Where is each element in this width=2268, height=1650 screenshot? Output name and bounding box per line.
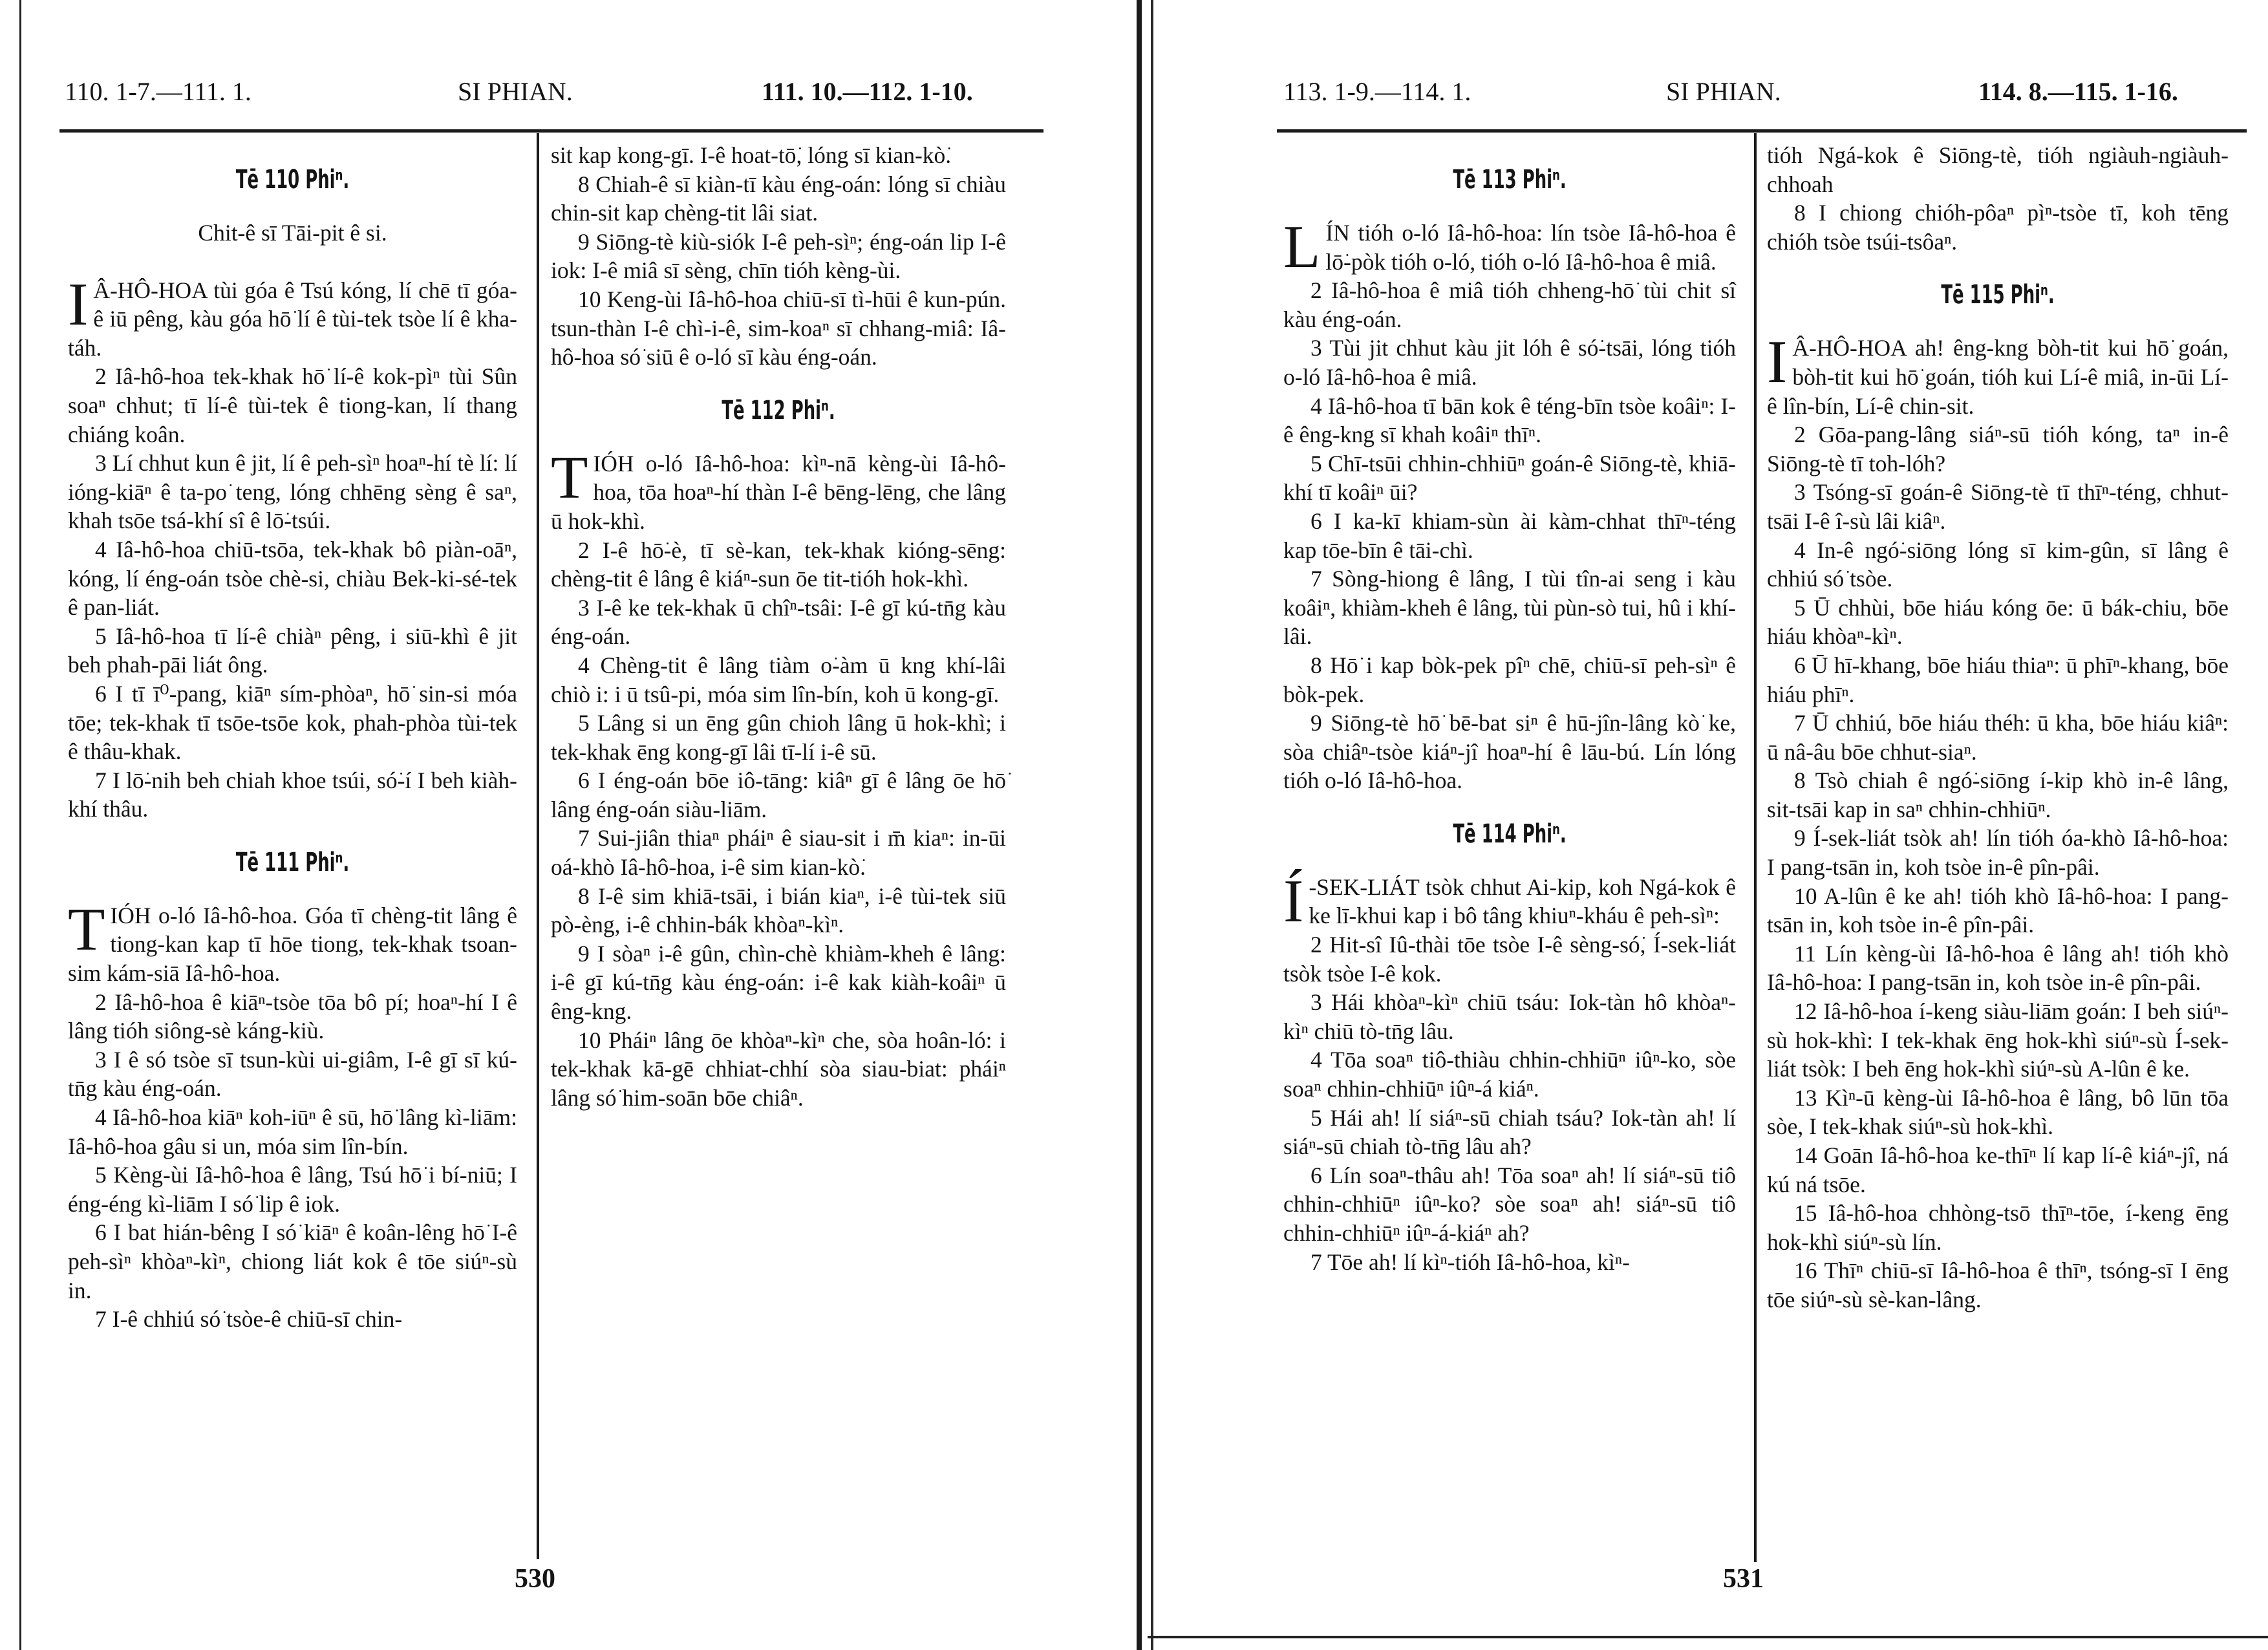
verse: 8 I chiong chióh-pôaⁿ pìⁿ-tsòe tī, koh tēng chióh tsòe tsúi-tsôaⁿ. <box>1767 200 2229 255</box>
header-rule <box>59 129 1043 133</box>
verse-text: ÍN tióh o-ló Iâ-hô-hoa: lín tsòe Iâ-hô-hoa ê lō͘-pòk tióh o-ló, tióh o-ló Iâ-hô-hoa ê miâ. <box>1325 220 1736 275</box>
verse: 2 Hit-sî Iû-thài tōe tsòe I-ê sèng-só͘, Í-sek-liát tsòk tsòe I-ê kok. <box>1283 932 1736 987</box>
chapter-heading: Tē 115 Phiⁿ. <box>1941 280 2055 310</box>
verse: 2 Iâ-hô-hoa ê kiāⁿ-tsòe tōa bô pí; hoaⁿ-hí I ê lâng tióh siông-sè káng-kiù. <box>68 989 517 1044</box>
chapter-heading: Tē 111 Phiⁿ. <box>235 847 350 877</box>
verse: 4 In-ê ngó͘-siōng lóng sī kim-gûn, sī lâng ê chhiú só͘ tsòe. <box>1767 537 2229 592</box>
verse: 11 Lín kèng-ùi Iâ-hô-hoa ê lâng ah! tióh khò Iâ-hô-hoa: I pang-tsān in, koh tsòe in-ê pîn-pâi. <box>1767 940 2229 996</box>
verse: 16 Thīⁿ chiū-sī Iâ-hô-hoa ê thīⁿ, tsóng-sī I ēng tōe siúⁿ-sù sè-kan-lâng. <box>1767 1258 2229 1312</box>
verse: 8 Hō͘ i kap bòk-pek pîⁿ chē, chiū-sī peh-sìⁿ ê bòk-pek. <box>1283 652 1736 707</box>
running-header <box>1283 76 2234 115</box>
verse: 14 Goān Iâ-hô-hoa ke-thīⁿ lí kap lí-ê kiáⁿ-jî, ná kú ná tsōe. <box>1767 1142 2229 1197</box>
verse: 2 I-ê hō͘-è, tī sè-kan, tek-khak kióng-sēng: chèng-tit ê lâng ê kiáⁿ-sun ōe tit-tióh hok-khì. <box>551 537 1006 592</box>
verse: 6 I bat hián-bêng I só͘ kiāⁿ ê koân-lêng hō͘ I-ê peh-sìⁿ khòaⁿ-kìⁿ, chiong liát kok ê tōe siúⁿ-sù in. <box>68 1219 517 1303</box>
verse: 3 I-ê ke tek-khak ū chîⁿ-tsâi: I-ê gī kú-tn̄g kàu éng-oán. <box>551 594 1006 650</box>
verse: 5 Hái ah! lí siáⁿ-sū chiah tsáu? Iok-tàn ah! lí siáⁿ-sū chiah tò-tn̄g lâu ah? <box>1283 1104 1736 1160</box>
header-title: SI PHIAN. <box>1666 77 1781 106</box>
verse: 7 I lō͘-nih beh chiah khoe tsúi, só͘-í I beh kiàh-khí thâu. <box>68 767 517 822</box>
spine-line <box>1137 0 1142 1650</box>
verse-continuation: tióh Ngá-kok ê Siōng-tè, tióh ngiàuh-ngiàuh-chhoah <box>1767 142 2229 197</box>
verse: 3 Tùi jit chhut kàu jit lóh ê só͘-tsāi, lóng tióh o-ló Iâ-hô-hoa ê miâ. <box>1283 335 1736 390</box>
header-right-ref: 114. 8.—115. 1-16. <box>1978 77 2178 106</box>
drop-cap: I <box>1767 328 1788 396</box>
verse-text: Â-HÔ-HOA ah! êng-kng bòh-tit kui hō͘ goán, bòh-tit kui hō͘ goán, tióh kui Lí-ê miâ, in-ūi Lí-ê lîn-bín, Lí-ê chin-sit. <box>1767 335 2229 419</box>
verse: 8 Tsò chiah ê ngó͘-siōng í-kip khò in-ê lâng, sit-tsāi kap in saⁿ chhin-chhiūⁿ. <box>1767 767 2229 822</box>
verse: 6 I éng-oán bōe iô-tāng: kiâⁿ gī ê lâng ōe hō͘ lâng éng-oán siàu-liām. <box>551 767 1006 822</box>
chapter-heading: Tē 110 Phiⁿ. <box>235 165 350 195</box>
drop-cap: L <box>1283 213 1321 281</box>
chapter-heading: Tē 112 Phiⁿ. <box>722 395 835 425</box>
verse: 6 Ū hī-khang, bōe hiáu thiaⁿ: ū phīⁿ-khang, bōe hiáu phīⁿ. <box>1767 652 2229 707</box>
verse: 6 I ka-kī khiam-sùn ài kàm-chhat thīⁿ-téng kap tōe-bīn ê tāi-chì. <box>1283 508 1736 563</box>
verse: 5 Kèng-ùi Iâ-hô-hoa ê lâng, Tsú hō͘ i bí-niū; I éng-éng kì-liām I só͘ lip ê iok. <box>68 1162 517 1217</box>
verse: 3 Hái khòaⁿ-kìⁿ chiū tsáu: Iok-tàn hô khòaⁿ-kìⁿ chiū tò-tn̄g lâu. <box>1283 989 1736 1044</box>
verse: 9 Siōng-tè kiù-siók I-ê peh-sìⁿ; éng-oán lip I-ê iok: I-ê miâ sī sèng, chīn tióh kèng-ùi. <box>551 228 1006 284</box>
verse: 10 A-lûn ê ke ah! tióh khò Iâ-hô-hoa: I pang-tsān in, koh tsòe in-ê pîn-pâi. <box>1767 883 2229 938</box>
verse: 4 Tōa soaⁿ tiô-thiàu chhin-chhiūⁿ iûⁿ-ko, sòe soaⁿ chhin-chhiūⁿ iûⁿ-á kiáⁿ. <box>1283 1047 1736 1102</box>
verse: 2 Gōa-pang-lâng siáⁿ-sū tióh kóng, taⁿ in-ê Siōng-tè tī toh-lóh? <box>1767 422 2229 477</box>
verse: 8 Chiah-ê sī kiàn-tī kàu éng-oán: lóng sī chiàu chin-sit kap chèng-tit lâi siat. <box>551 171 1006 226</box>
verse: 7 Ū chhiú, bōe hiáu théh: ū kha, bōe hiáu kiâⁿ: ū nâ-âu bōe chhut-siaⁿ. <box>1767 710 2229 765</box>
verse: 4 Iâ-hô-hoa chiū-tsōa, tek-khak bô piàn-oāⁿ, kóng, lí éng-oán tsòe chè-si, chiàu Bek-ki-sé-tek ê pan-liát. <box>68 536 517 621</box>
verse: 5 Ū chhùi, bōe hiáu kóng ōe: ū bák-chiu, bōe hiáu khòaⁿ-kìⁿ. <box>1767 594 2229 650</box>
verse: 2 Iâ-hô-hoa tek-khak hō͘ lí-ê kok-pìⁿ tùi Sûn soaⁿ chhut; tī lí-ê tùi-tek ê tiong-kan, lí thang chiáng koân. <box>68 363 517 447</box>
drop-cap: T <box>551 444 588 511</box>
verse-1 <box>1767 328 2229 420</box>
header-left-ref: 113. 1-9.—114. 1. <box>1283 77 1471 106</box>
verse-1 <box>68 270 517 363</box>
column-separator <box>1754 133 1757 1562</box>
verse: 4 Chèng-tit ê lâng tiàm o͘-àm ū kng khí-lâi chiò i: i ū tsû-pi, móa sim lîn-bín, koh ū kong-gī. <box>551 652 1006 707</box>
verse: 8 I-ê sim khiā-tsāi, i bián kiaⁿ, i-ê tùi-tek siū pò-èng, i-ê chhin-bák khòaⁿ-kìⁿ. <box>551 883 1006 938</box>
verse: 9 Siōng-tè hō͘ bē-bat siⁿ ê hū-jîn-lâng kò͘ ke, sòa chiâⁿ-tsòe kiáⁿ-jî hoaⁿ-hí ê lāu-bú. Lín lóng tióh o-ló Iâ-hô-hoa. <box>1283 710 1736 794</box>
verse: 6 I tī ī⁰-pang, kiāⁿ sím-phòaⁿ, hō͘ sin-si móa tōe; tek-khak tī tsōe-tsōe kok, phah-phòa tùi-tek ê thâu-khak. <box>68 680 517 765</box>
verse: 4 Iâ-hô-hoa tī bān kok ê téng-bīn tsòe koâiⁿ: I-ê êng-kng sī khah koâiⁿ thīⁿ. <box>1283 392 1736 448</box>
verse-1 <box>551 444 1006 536</box>
header-right-ref: 111. 10.—112. 1-10. <box>762 77 973 106</box>
verse-1 <box>1283 213 1736 281</box>
verse: 7 Tōe ah! lí kìⁿ-tióh Iâ-hô-hoa, kìⁿ- <box>1311 1248 1630 1275</box>
page-number: 530 <box>515 1564 555 1594</box>
verse: 12 Iâ-hô-hoa í-keng siàu-liām goán: I beh siúⁿ-sù hok-khì: I tek-khak ēng hok-khì siúⁿ-sù Í-sek-liát tsòk: I beh ēng hok-khì siúⁿ-sù A-lûn ê ke. <box>1767 998 2229 1082</box>
verse: 7 Sòng-hiong ê lâng, I tùi tîn-ai seng i kàu koâiⁿ, khiàm-kheh ê lâng, tùi pùn-sò tui, hû i khí-lâi. <box>1283 566 1736 650</box>
verse: 4 Iâ-hô-hoa kiāⁿ koh-iūⁿ ê sū, hō͘ lâng kì-liām: Iâ-hô-hoa gâu si un, móa sim lîn-bín. <box>68 1104 517 1159</box>
header-left-ref: 110. 1-7.—111. 1. <box>65 77 251 106</box>
verse-text: -SEK-LIÁT tsòk chhut Ai-kip, koh Ngá-kok ê ke lī-khui kap i bô tâng khiuⁿ-kháu ê peh-sìⁿ: <box>1309 873 1736 929</box>
drop-cap: T <box>68 895 105 963</box>
chapter-subtitle: Chit-ê sī Tāi-pit ê si. <box>198 220 387 246</box>
verse-1 <box>68 895 517 988</box>
verse: 6 Lín soaⁿ-thâu ah! Tōa soaⁿ ah! lí siáⁿ-sū tiô chhin-chhiūⁿ iûⁿ-ko? sòe soaⁿ ah! siáⁿ-sū tiô chhin-chhiūⁿ iûⁿ-á-kiáⁿ ah? <box>1283 1162 1736 1246</box>
verse: 13 Kìⁿ-ū kèng-ùi Iâ-hô-hoa ê lâng, bô lūn tōa sòe, I tek-khak siúⁿ-sù hok-khì. <box>1767 1084 2229 1140</box>
verse: 2 Iâ-hô-hoa ê miâ tióh chheng-hō͘ tùi chit sî kàu éng-oán. <box>1283 277 1736 332</box>
verse-text: Â-HÔ-HOA tùi góa ê Tsú kóng, lí chē tī góa-ê iū pêng, kàu góa hō͘ lí ê tùi-tek tsòe lí ê kha-táh. <box>68 277 517 361</box>
left-page-column-1 <box>68 141 517 1334</box>
column-separator <box>537 133 539 1559</box>
drop-cap: Í <box>1283 867 1304 935</box>
verse-text: IÓH o-ló Iâ-hô-hoa. Góa tī chèng-tit lâng ê tiong-kan kap tī hōe tiong, tek-khak tsoan-sim kám-siā Iâ-hô-hoa. <box>68 902 517 987</box>
verse: 3 I ê só tsòe sī tsun-kùi ui-giâm, I-ê gī sī kú-tn̄g kàu éng-oán. <box>68 1046 517 1102</box>
page-bottom-edge <box>1148 1636 2268 1638</box>
running-header <box>65 76 1034 115</box>
verse: 3 Tsóng-sī goán-ê Siōng-tè tī thīⁿ-téng, chhut-tsāi I-ê î-sù lâi kiâⁿ. <box>1767 479 2229 534</box>
chapter-heading: Tē 113 Phiⁿ. <box>1453 165 1567 195</box>
verse-1 <box>1283 867 1736 935</box>
right-page-column-2 <box>1767 141 2229 1314</box>
header-title: SI PHIAN. <box>458 77 573 106</box>
verse: 7 Sui-jiân thiaⁿ pháiⁿ ê siau-sit i m̄ kiaⁿ: in-ūi oá-khò Iâ-hô-hoa, i-ê sim kian-kò͘. <box>551 825 1006 881</box>
drop-cap: I <box>68 270 89 338</box>
verse: 9 I sòaⁿ i-ê gûn, chìn-chè khiàm-kheh ê lâng: i-ê gī kú-tn̄g kàu éng-oán: i-ê kak kiàh-koâiⁿ ū êng-kng. <box>551 940 1006 1025</box>
verse-continuation: sit kap kong-gī. I-ê hoat-tō͘, lóng sī kian-kò͘. <box>551 142 952 168</box>
verse: 5 Lâng si un ēng gûn chioh lâng ū hok-khì; i tek-khak ēng kong-gī lâi tī-lí i-ê sū. <box>551 710 1006 765</box>
verse: 5 Chī-tsūi chhin-chhiūⁿ goán-ê Siōng-tè, khiā-khí tī koâiⁿ ūi? <box>1283 450 1736 506</box>
verse: 5 Iâ-hô-hoa tī lí-ê chiàⁿ pêng, i siū-khì ê jit beh phah-pāi liát ông. <box>68 623 517 678</box>
verse: 10 Pháiⁿ lâng ōe khòaⁿ-kìⁿ che, sòa hoân-ló: i tek-khak kā-gē chhiat-chhí sòa siau-biat: pháiⁿ lâng só͘ him-soān bōe chiâⁿ. <box>551 1027 1006 1111</box>
verse: 7 I-ê chhiú só͘ tsòe-ê chiū-sī chin- <box>95 1306 403 1333</box>
verse: 15 Iâ-hô-hoa chhòng-tsō thīⁿ-tōe, í-keng ēng hok-khì siúⁿ-sù lín. <box>1767 1200 2229 1255</box>
header-rule <box>1277 129 2247 133</box>
page-number: 531 <box>1723 1564 1764 1594</box>
verse: 3 Lí chhut kun ê jit, lí ê peh-sìⁿ hoaⁿ-hí tè lí: lí ióng-kiāⁿ ê ta-po͘ teng, lóng chhēng sèng ê saⁿ, khah tsōe tsá-khí sî ê lō͘-tsúi. <box>68 450 517 534</box>
right-page <box>1148 0 2268 1650</box>
left-page-column-2 <box>551 141 1006 1112</box>
right-page-column-1 <box>1283 141 1736 1276</box>
verse: 10 Keng-ùi Iâ-hô-hoa chiū-sī tì-hūi ê kun-pún. tsun-thàn I-ê chì-i-ê, sim-koaⁿ sī chhang-miâ: Iâ-hô-hoa só͘ siū ê o-ló sī kàu éng-oán. <box>551 286 1006 370</box>
verse: 9 Í-sek-liát tsòk ah! lín tióh óa-khò Iâ-hô-hoa: I pang-tsān in, koh tsòe in-ê pîn-pâi. <box>1767 825 2229 881</box>
chapter-heading: Tē 114 Phiⁿ. <box>1453 819 1567 849</box>
verse-text: IÓH o-ló Iâ-hô-hoa: kìⁿ-nā kèng-ùi Iâ-hô-hoa, tōa hoaⁿ-hí thàn I-ê bēng-lēng, che lâng ū hok-khì. <box>551 450 1006 534</box>
book-edge <box>0 0 21 1650</box>
